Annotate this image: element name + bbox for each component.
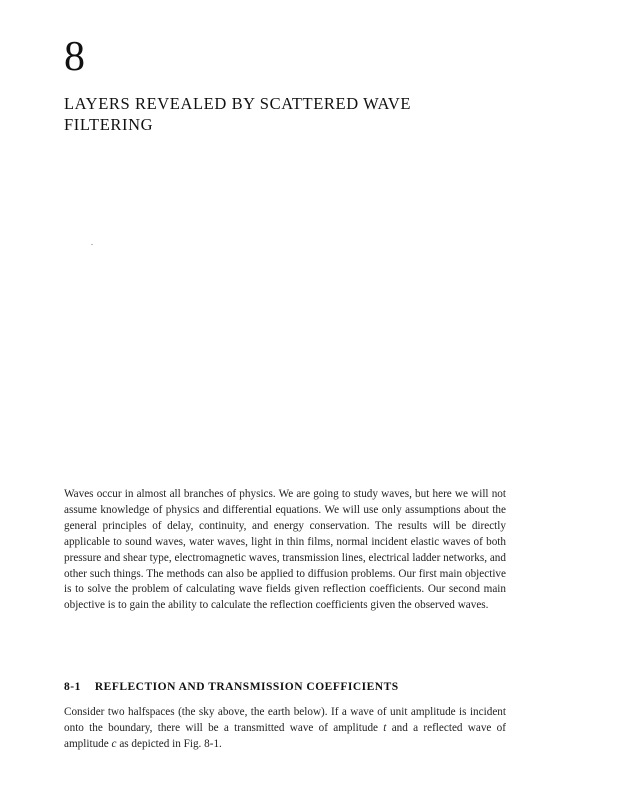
chapter-title-line-2: FILTERING <box>64 115 154 134</box>
scan-speck <box>91 244 93 245</box>
section-title: REFLECTION AND TRANSMISSION COEFFICIENTS <box>94 681 399 693</box>
variable-t: t <box>383 721 387 734</box>
variable-c: c <box>111 737 117 750</box>
intro-paragraph: Waves occur in almost all branches of physics. We are going to study waves, but here we will not assume knowledge of physics and differential equations. We will use only assumptions about the general principles of delay, continuity, and energy conservation. The results will be directly applicable to sound waves, water waves, light in thin films, normal incident elastic waves of both pressure and shear type, electromagnetic waves, transmission lines, electrical ladder networks, and other such things. The methods can also be applied to diffusion problems. Our first main objective is to solve the problem of calculating wave fields given reflection coefficients. Our second main objective is to gain the ability to calculate the reflection coefficients given the observed waves. <box>64 488 506 612</box>
section-body-paragraph <box>64 705 506 753</box>
section-number: 8-1 <box>64 681 81 693</box>
chapter-title <box>64 93 524 135</box>
chapter-title-line-1: LAYERS REVEALED BY SCATTERED WAVE <box>64 94 412 113</box>
section-heading <box>64 681 524 693</box>
section-body-text-1: Consider two halfspaces (the sky above, the earth below). If a wave of unit amplitude is incident onto the boundary, there will be a transmitted wave of amplitude <box>64 706 506 734</box>
chapter-number: 8 <box>64 34 85 80</box>
section-body-text-3: as depicted in Fig. 8-1. <box>116 737 222 750</box>
section-body-text-2: and a reflected wave of amplitude <box>64 721 506 750</box>
